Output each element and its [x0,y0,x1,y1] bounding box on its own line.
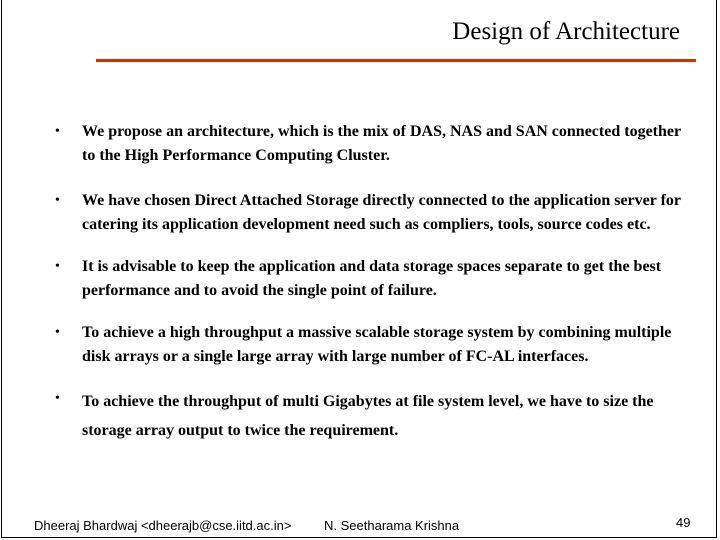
bullet-icon: • [55,259,60,274]
bullet-item [55,387,695,445]
bullet-icon: • [55,325,60,340]
bullet-text: We have chosen Direct Attached Storage directly connected to the application server for catering its application development need such as compliers, tools, source codes etc. [82,192,681,233]
bullet-text: To achieve the throughput of multi Gigabytes at file system level, we have to size the storage array output to twice the requirement. [82,393,654,439]
bullet-item [55,321,695,369]
footer-coauthor: N. Seetharama Krishna [324,518,460,533]
bullet-icon: • [55,124,60,139]
bullet-text: It is advisable to keep the application and data storage spaces separate to get the best performance and to avoid the single point of failure. [82,258,662,299]
bullet-icon: • [55,193,60,208]
title-underline [96,59,696,62]
footer-author: Dheeraj Bhardwaj <dheerajb@cse.iitd.ac.in> [34,518,292,533]
bullet-icon: • [55,391,60,406]
bullet-text: We propose an architecture, which is the mix of DAS, NAS and SAN connected together to the High Performance Computing Cluster. [82,123,681,164]
slide-title: Design of Architecture [452,18,680,45]
page-number: 49 [676,515,691,530]
bullet-item [55,189,695,237]
bullet-item [55,255,695,303]
bullet-list [55,120,695,445]
bullet-item [55,120,695,168]
bullet-text: To achieve a high throughput a massive scalable storage system by combining multiple disk arrays or a single large array with large number of FC-AL interfaces. [82,324,672,365]
